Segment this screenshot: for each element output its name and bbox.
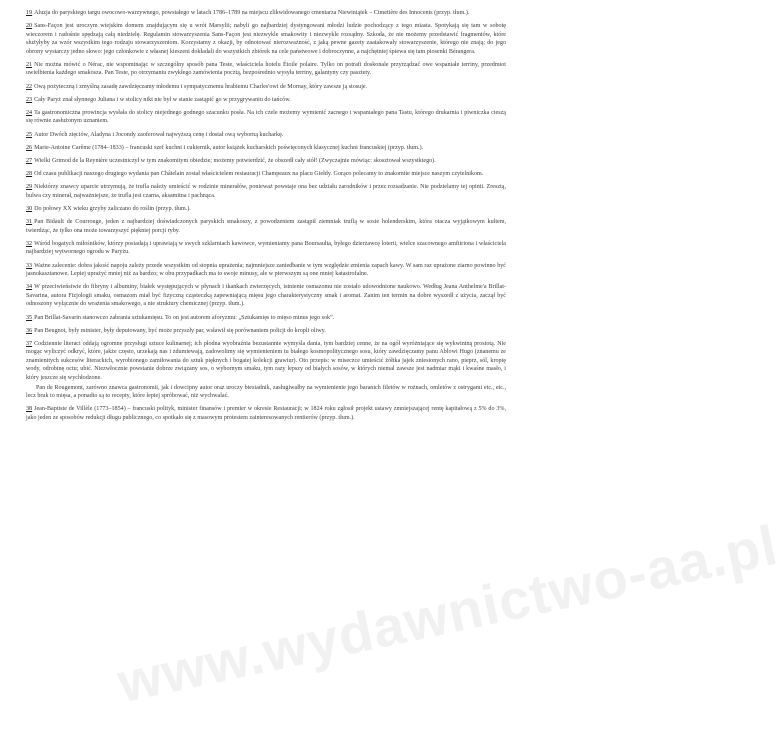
footnote-text: Cały Paryż znał słynnego Juliana i w stolicy nikt nie był w stanie zastąpić go w przygrywaniu do tańców. bbox=[34, 96, 291, 103]
footnote-number: 30 bbox=[26, 206, 33, 213]
footnote bbox=[26, 283, 506, 309]
footnote-number: 22 bbox=[26, 83, 33, 90]
footnote bbox=[26, 96, 506, 105]
footnote-text: Ważne zalecenie: dobra jakość napoju zależy przede wszystkim od stopnia uprażenia; najmniejsze zaniedbanie w tym względzie zmienia zapach kawy. W sam raz uprażone ziarno powinno być jasnokasztanowe. Lepiej uprażyć mniej niż za bardzo; w obu przypadkach ma to swoje minusy, ale w pierwszym są one mniej katastrofalne. bbox=[26, 262, 506, 278]
footnote bbox=[26, 22, 506, 56]
footnote-text: Ową pożyteczną i zmyślną zasadę zawdzięczamy młodemu i sympatycznemu hrabiemu Charles'owi de Mornay, który zawsze ją stosuje. bbox=[34, 83, 368, 90]
footnote-number: 26 bbox=[26, 144, 33, 151]
footnote bbox=[26, 218, 506, 235]
footnotes-list bbox=[26, 9, 506, 422]
footnote-text: Od czasu publikacji naszego drugiego wydania pan Châtelain został właścicielem restauracji Champeaux na placu Giełdy. Gorąco polecamy to znakomite miejsce naszym czytelnikom. bbox=[34, 171, 484, 178]
footnote-text: Sans-Façon jest uroczym wiejskim domem znajdującym się u wrót Marsylii; nabyli go najbardziej dystyngowani młodzi ludzie pochodzący z tego miasta. Spotykają się tam w sobotę wieczorem i radośnie spędzają całą niedzielę. Regulamin stowarzyszenia Sans-Façon jest niezwykle smakowity i niezwykle rozsądny. Szkoda, że nie możemy przedstawić fragmentów, które służyłyby za wzór wszystkim tego rodzaju stowarzyszeniom. Korzystamy z okazji, by odnotować nierozważność, z jaką pewne gazety zaatakowały stowarzyszenie, którego nie znają; do jego obrony wystarczy jedno słowo: jego członkowie z własnej kieszeni dokładali do wszystkich zbiórek na cele państwowe i dobroczynne, a najchętniej śpiewa się tam piosenki Bérangera. bbox=[26, 23, 506, 55]
watermark: www.wydawnictwo-aa.pl bbox=[112, 512, 783, 715]
footnote-number: 37 bbox=[26, 340, 33, 347]
footnote bbox=[26, 9, 506, 18]
footnote bbox=[26, 170, 506, 179]
footnote-number: 33 bbox=[26, 262, 33, 269]
footnote-number: 32 bbox=[26, 240, 33, 247]
footnote-text: Pan Bidault de Courrouge, jeden z najbardziej doświadczonych paryskich smakoszy, z powodzeniem zastąpił ziemniak truflą w sosie holenderskim, która otacza wyjątkowym kultem, twierdząc, że tylko ona może towarzyszyć piękniej porcji ryby. bbox=[26, 219, 506, 234]
footnote bbox=[26, 314, 506, 323]
footnote-text: W przeciwieństwie do fibryny i albuminy, białek występujących w płynach i tkankach zwierzęcych, istnienie osmazomu nie zostało udowodnione naukowo. Według Jeana Anthelme'a Brillat-Savarina, autora Fizjologii smaku, osmazom miał być fizyczną cząsteczką zapewniającą mięsu jego charakterystyczny smak i aromat. Zanim ten termin na dobre wyszedł z użycia, zaczął być odnoszony wyłącznie do wrażenia smakowego, a nie struktury chemicznej (przyp. tłum.). bbox=[26, 284, 506, 308]
footnote bbox=[26, 157, 506, 166]
footnote-number: 34 bbox=[26, 284, 33, 291]
footnote-number: 20 bbox=[26, 23, 33, 30]
footnote-text: Ta gastronomiczna prowincja wysłała do stolicy niejednego godnego szacunku posła. Na ich czele możemy wymienić zacnego i wspaniałego pana Tastu, którego drukarnia i piwniczka cieszą się równie zasłużonym uznaniem. bbox=[26, 109, 506, 125]
footnote bbox=[26, 240, 506, 257]
footnote-text: Pan Beugnot, były minister, były deputowany, być może przyszły par, wsławił się porównaniem policji do kropli oliwy. bbox=[34, 327, 326, 334]
footnote bbox=[26, 131, 506, 140]
footnote-text: Jean-Baptiste de Villèle (1773–1854) – francuski polityk, minister finansów i premier w okresie Restauracji; w 1824 roku zgłosił projekt ustawy zmniejszającej rentę kapitałową z 5% do 3%, jako jeden ze sposobów redukcji długu publicznego, co spotkało się z masowym protestem zainteresowanych rentierów (przyp. tłum.). bbox=[26, 406, 506, 421]
footnote-text: Niektórzy znawcy uparcie utrzymują, że trufla należy umieścić w rodzinie minerałów, ponieważ powstaje ona bez udziału zarodników i przez rozsadzanie. Nie podzielamy tej opinii. Zresztą, bulwa czy minerał, najważniejsze, że trufla jest czarna, aksamitna i pachnąca. bbox=[26, 184, 506, 199]
footnote-number: 24 bbox=[26, 109, 33, 116]
footnote-text: Wśród bogatych miłośników, którzy posiadają i uprawiają w swych szklarniach kawowce, wymieniamy pana Boursaulta, byłego dzierżawcę loterii, wielce szacownego amfitriona i właściciela najbardziej wytwornego ogrodu w Paryżu. bbox=[26, 240, 506, 256]
footnote-number: 31 bbox=[26, 219, 33, 226]
footnote-text: Aluzja do paryskiego targu owocowo-warzywnego, powstałego w latach 1786–1789 na miejscu zlikwidowanego cmentarza Niewiniątek – Cimetière des Innocents (przyp. tłum.). bbox=[34, 10, 470, 16]
footnote bbox=[26, 327, 506, 336]
footnote-number: 25 bbox=[26, 131, 33, 138]
footnote-number: 35 bbox=[26, 314, 33, 321]
footnote bbox=[26, 61, 506, 78]
footnote bbox=[26, 183, 506, 200]
footnote-text: Pan de Rougemont, zarówno znawca gastronomii, jak i dowcipny autor oraz uroczy biesiadnik, zasługiwałby na wymienienie jego baranich filetów w rożnach, omletów z ostrygami etc., etc., lecz bruk to mięsa, a ponadto są to recepty, które lepiej spróbować, niż wychwalać. bbox=[26, 384, 506, 400]
footnote-text: Nie można mówić o Nérac, nie wspominając w szczególny sposób pana Teste, właściciela hotelu Étoile polaire. Tylko on potrafi doskonale przyrządzać owe wspaniałe terriny, przedmiot uwielbienia każdego smakosza. Pan Teste, po otrzymaniu zwykłego zamówienia pocztą, bezpośrednio wysyła terriny, galantyny czy pasztety. bbox=[26, 61, 506, 77]
footnote-number: 19 bbox=[26, 10, 33, 16]
footnote-number: 27 bbox=[26, 158, 33, 164]
footnote bbox=[26, 83, 506, 92]
footnote-text: Do połowy XX wieku grzyby zaliczano do roślin (przyp. tłum.). bbox=[34, 206, 191, 213]
footnote bbox=[26, 205, 506, 214]
footnote-number: 28 bbox=[26, 171, 33, 178]
footnote bbox=[26, 405, 506, 422]
footnote bbox=[26, 340, 506, 383]
footnote-continuation bbox=[26, 384, 506, 401]
footnote bbox=[26, 109, 506, 126]
footnote-number: 21 bbox=[26, 61, 33, 68]
footnote-number: 38 bbox=[26, 406, 33, 413]
footnote-number: 36 bbox=[26, 327, 33, 334]
footnote-text: Wielki Grimod de la Reynière uczestniczył w tym znakomitym obiedzie; możemy potwierdzić, że obszedł cały stół! (Zwyczajnie mówiąc: skosztował wszystkiego). bbox=[34, 158, 436, 164]
footnote-text: Codziennie literaci oddają ogromne przysługi sztuce kulinarnej; ich płodna wyobraźnia bezustannie wymyśla dania, tym bardziej cenne, że na ogół wyróżniające się wykwintną prostotą. Nie mogąc wyliczyć odkryć, które, jakże często, urzekają nas i zdumiewają, zadowolimy się wymienieniem tu białego kosmopolitycznego sosu, który zawdzięczamy panu Ablowi Hugo (znanemu ze znamienitych sukcesów literackich, wyrobionego zamiłowania do sztuk pięknych i bogatej kolekcji grawiur). Oto przepis: w miseczce umieścić żółtka jajek zniesionych rano, pieprz, sól, kropię wody, odrobinę octu; ubić. Niezwłocznie powstanie dobrze związany sos, o wybornym smaku, tym razy lepszy od białych sosów, w których niemal zawsze jest nadmiar mąki i kwaśne masło, i który jeszcze się wychłodzone. bbox=[26, 340, 506, 381]
footnote-number: 29 bbox=[26, 184, 33, 191]
footnote-number: 23 bbox=[26, 96, 33, 103]
footnote-text: Marie-Antoine Carême (1784–1833) – francuski szef kuchni i cukiernik, autor książek kucharskich poświęconych klasycznej kuchni francuskiej (przyp. tłum.). bbox=[34, 144, 424, 151]
footnote bbox=[26, 144, 506, 153]
footnote-text: Autor Dwóch zięciów, Aladyna i Jocondy zaoferował najwyższą cenę i dostał ową wyborną kucharkę. bbox=[34, 131, 284, 138]
footnote bbox=[26, 262, 506, 279]
footnote-text: Pan Brillat-Savarin stanowczo zabrania sztukamięsu. To on jest autorem aforyzmu: „Sztukamięs to mięso minus jego sok”. bbox=[34, 314, 335, 321]
